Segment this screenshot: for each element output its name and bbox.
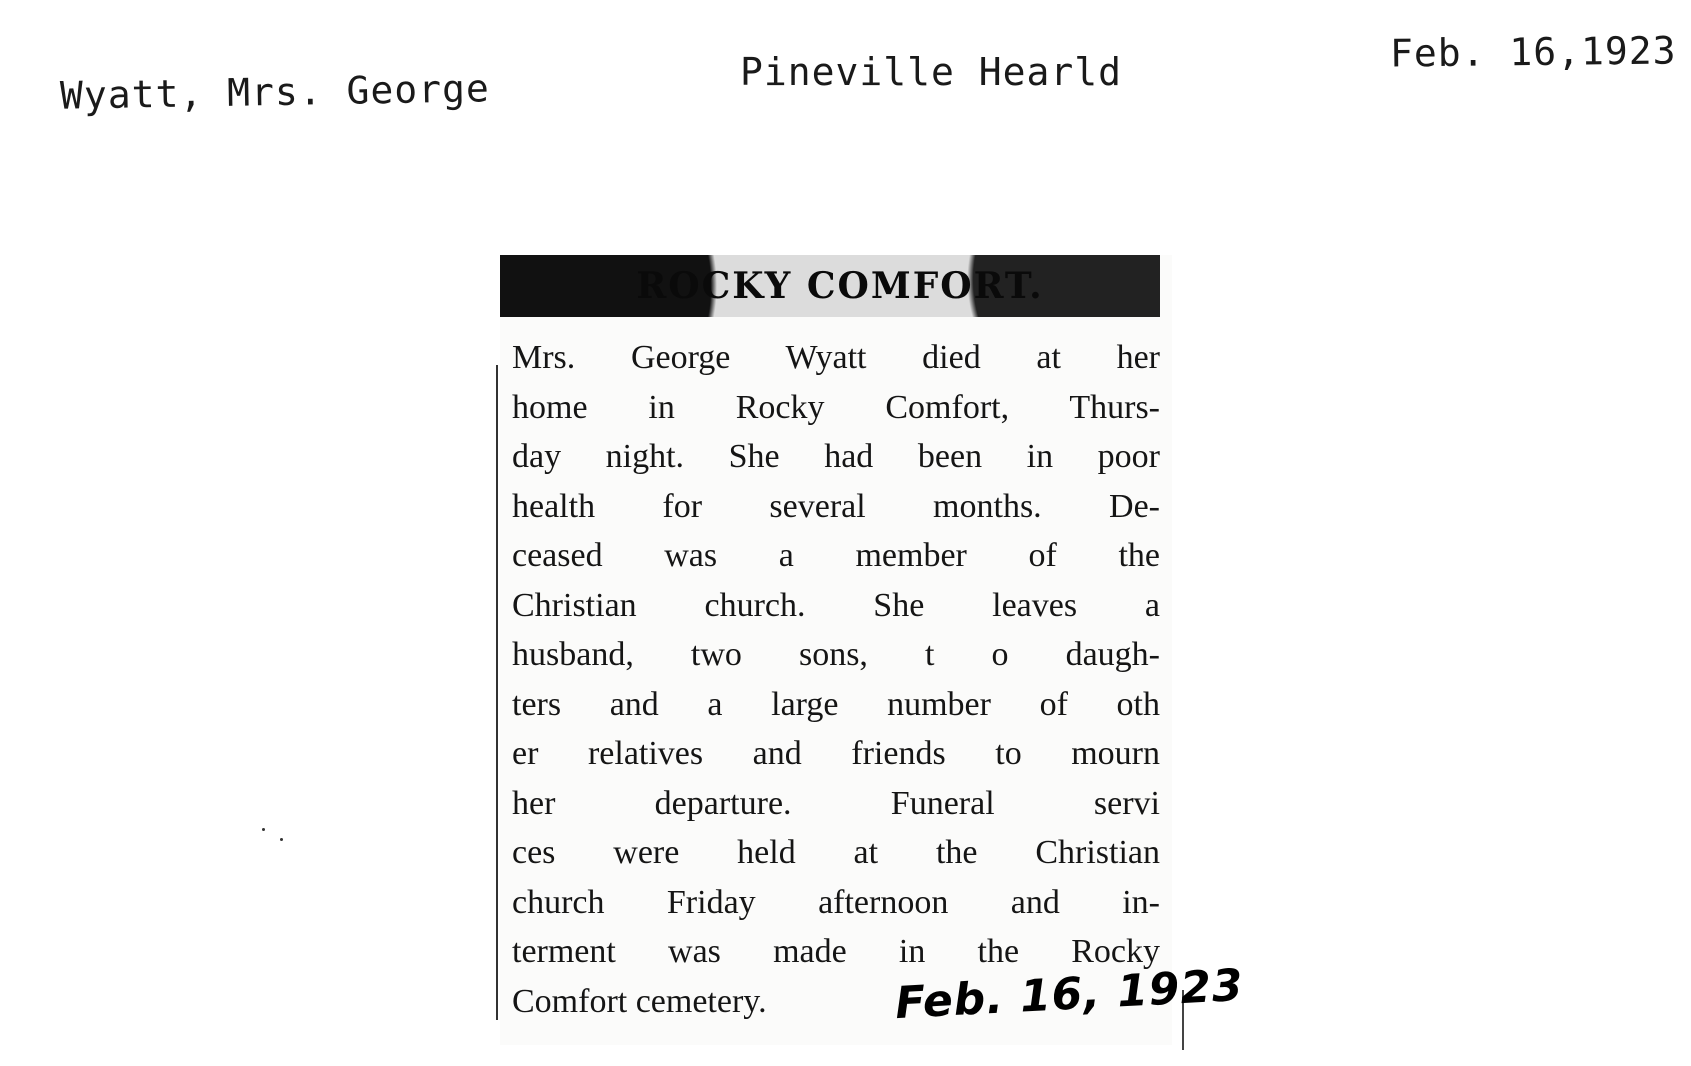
publication-date: Feb. 16,1923 <box>1389 28 1677 76</box>
article-line: health for several months. De- <box>512 487 1160 525</box>
handwritten-date: Feb. 16, 1923 <box>893 959 1245 1030</box>
article-line: er relatives and friends to mourn <box>512 735 1160 772</box>
article-line: Christian church. She leaves a <box>512 586 1160 624</box>
scan-speck <box>262 828 265 831</box>
article-line: her departure. Funeral servi <box>512 784 1160 822</box>
scan-speck <box>280 838 283 841</box>
newspaper-name: Pineville Hearld <box>740 50 1123 94</box>
article-line: ces were held at the Christian <box>512 834 1160 871</box>
subject-name: Wyatt, Mrs. George <box>59 66 491 118</box>
article-line: church Friday afternoon and in- <box>512 883 1160 921</box>
headline-banner <box>500 255 1160 317</box>
clipping-headline: ROCKY COMFORT. <box>636 265 1044 307</box>
article-line: Mrs. George Wyatt died at her <box>512 339 1160 376</box>
article-line: husband, two sons, t o daugh- <box>512 636 1160 673</box>
clipping-edge <box>496 365 498 1020</box>
newspaper-clipping <box>500 255 1245 1045</box>
article-line: home in Rocky Comfort, Thurs- <box>512 388 1160 426</box>
article-line: terment was made in the Rocky <box>512 933 1160 970</box>
article-line: ters and a large number of oth <box>512 685 1160 723</box>
obituary-text <box>512 333 1160 1026</box>
article-line: ceased was a member of the <box>512 537 1160 574</box>
article-line: Comfort cemetery. <box>512 982 767 1020</box>
article-line: day night. She had been in poor <box>512 438 1160 475</box>
